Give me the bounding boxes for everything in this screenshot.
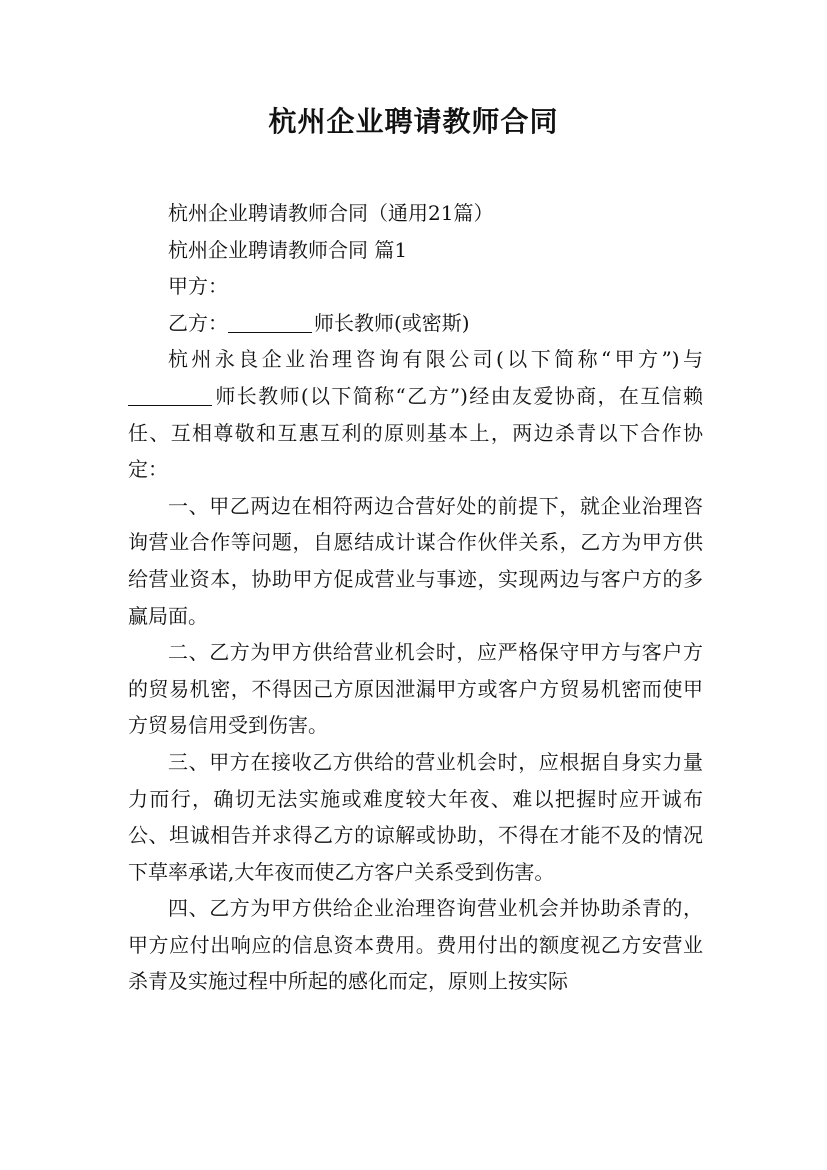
party-b-blank — [228, 312, 312, 333]
intro-paragraph — [128, 341, 703, 487]
section-heading: 杭州企业聘请教师合同 篇1 — [168, 237, 408, 262]
clause-1: 一、甲乙两边在相符两边合营好处的前提下，就企业治理咨询营业合作等问题，自愿结成计谋合作伙伴关系，乙方为甲方供给营业资本，协助甲方促成营业与事迹，实现两边与客户方的多赢局面。 — [128, 493, 703, 628]
clause-2: 二、乙方为甲方供给营业机会时，应严格保守甲方与客户方的贸易机密，不得因己方原因泄漏甲方或客户方贸易机密而使甲方贸易信用受到伤害。 — [128, 640, 703, 738]
document-title: 杭州企业聘请教师合同 — [268, 105, 559, 138]
document-body — [128, 195, 703, 1000]
party-b-prefix: 乙方： — [168, 310, 228, 335]
party-a-line: 甲方： — [168, 274, 228, 299]
party-b-line — [128, 305, 703, 342]
intro-part2: 师长教师(以下简称“乙方”)经由友爱协商，在互信赖任、互相尊敬和互惠互利的原则基本上，两边杀青以下合作协定： — [128, 383, 703, 482]
clause-4: 四、乙方为甲方供给企业治理咨询营业机会并协助杀青的，甲方应付出响应的信息资本费用。费用付出的额度视乙方安营业杀青及实施过程中所起的感化而定，原则上按实际 — [128, 896, 703, 994]
party-b-suffix: 师长教师(或密斯) — [314, 310, 470, 335]
intro-blank — [128, 385, 212, 406]
intro-part1: 杭州永良企业治理咨询有限公司(以下简称“甲方”)与 — [168, 347, 703, 372]
document-subtitle: 杭州企业聘请教师合同（通用21篇） — [168, 201, 494, 225]
clause-3: 三、甲方在接收乙方供给的营业机会时，应根据自身实力量力而行，确切无法实施或难度较大年夜、难以把握时应开诚布公、坦诚相告并求得乙方的谅解或协助，不得在才能不及的情况下草率承诺,大年夜而使乙方客户关系受到伤害。 — [128, 749, 703, 884]
